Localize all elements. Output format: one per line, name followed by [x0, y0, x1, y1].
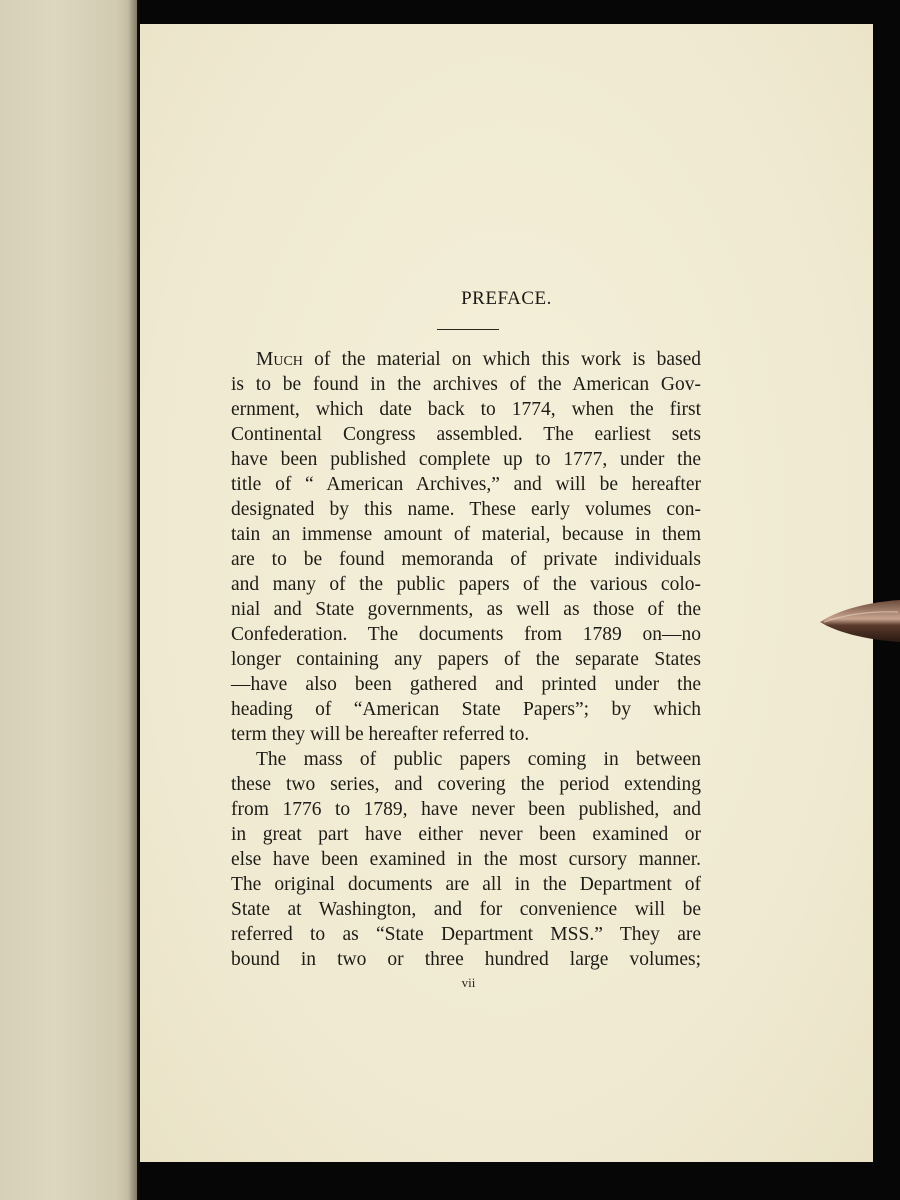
text-line: heading of “American State Papers”; by which — [231, 699, 701, 720]
text-line: referred to as “State Department MSS.” They are — [231, 924, 701, 945]
text-line: is to be found in the archives of the American Gov- — [231, 374, 701, 395]
title-rule — [437, 329, 499, 330]
text-line: these two series, and covering the period extending — [231, 774, 701, 795]
page-number: vii — [461, 975, 476, 990]
drop-word: Much — [256, 349, 303, 370]
facing-page — [0, 0, 137, 1200]
text-line: designated by this name. These early volumes con- — [231, 499, 701, 520]
text-line: from 1776 to 1789, have never been published, and — [231, 799, 701, 820]
text-line: Confederation. The documents from 1789 on—no — [231, 624, 701, 645]
bookmark-pointer-icon — [818, 598, 900, 644]
text-line: The mass of public papers coming in between — [256, 749, 701, 770]
text-line: else have been examined in the most cursory manner. — [231, 849, 701, 870]
text-line: Continental Congress assembled. The earliest sets — [231, 424, 701, 445]
text-line: nial and State governments, as well as those of the — [231, 599, 701, 620]
text-line: in great part have either never been examined or — [231, 824, 701, 845]
text-line: Much of the material on which this work is based — [256, 349, 701, 370]
text-line: tain an immense amount of material, because in them — [231, 524, 701, 545]
text-line: longer containing any papers of the separate States — [231, 649, 701, 670]
text-line: State at Washington, and for convenience will be — [231, 899, 701, 920]
text-line: are to be found memoranda of private individuals — [231, 549, 701, 570]
text-line: The original documents are all in the Department of — [231, 874, 701, 895]
text-line: —have also been gathered and printed under the — [231, 674, 701, 695]
text-line: bound in two or three hundred large volumes; — [231, 949, 701, 970]
text-line: ernment, which date back to 1774, when the first — [231, 399, 701, 420]
text-line: title of “ American Archives,” and will be hereafter — [231, 474, 701, 495]
text-line: have been published complete up to 1777, under the — [231, 449, 701, 470]
book-page — [140, 24, 873, 1162]
page-title: PREFACE. — [461, 288, 552, 309]
text-line: term they will be hereafter referred to. — [231, 724, 530, 745]
text-line: and many of the public papers of the various colo- — [231, 574, 701, 595]
